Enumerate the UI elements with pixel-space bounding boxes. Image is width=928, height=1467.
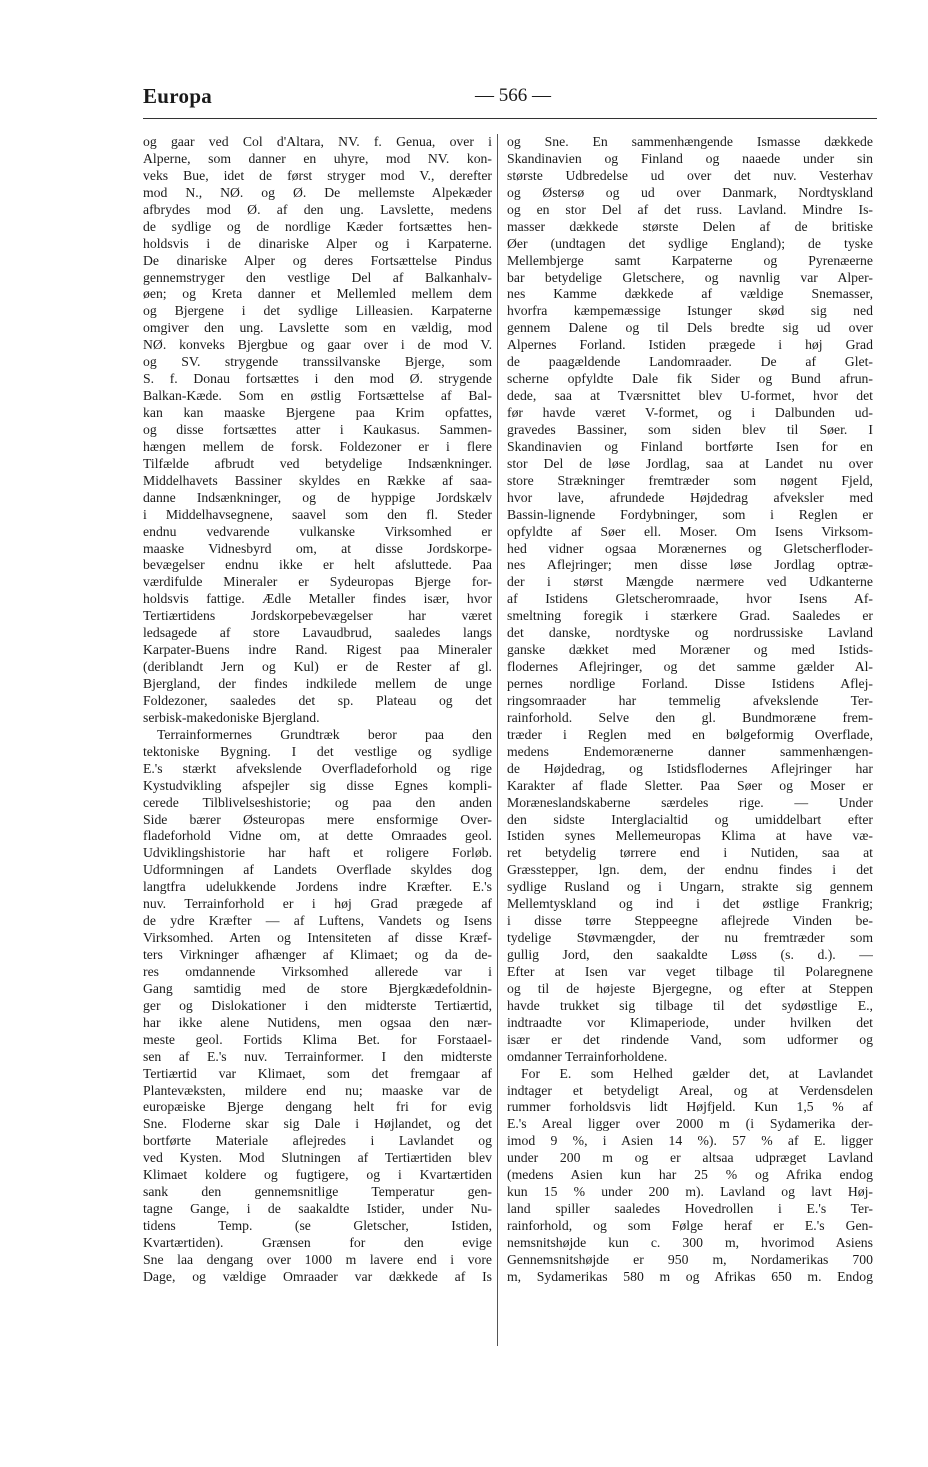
text-line: af Istidens Gletscheromraade, hvor Isens Af- xyxy=(507,591,873,607)
text-line: ledsagede af store Lavaudbrud, saaledes langs xyxy=(143,625,492,641)
text-line: Skandinavien og Finland og naaede under sin xyxy=(507,150,873,166)
text-line: Efter at Isen var veget tilbage til Polaregnene xyxy=(507,963,873,979)
text-line: største Udbredelse ud over det nuv. Vesterhav xyxy=(507,167,873,183)
text-line: de sydlige og de nordlige Kæder fortsættes hen- xyxy=(143,218,492,234)
text-line: Moræneslandskaberne særdeles rige. — Under xyxy=(507,794,873,810)
text-line: ganske dækket med Moræner og med Istids- xyxy=(507,642,873,658)
text-line: omgiver den ung. Lavslette som en vældig, mod xyxy=(143,320,492,336)
text-line: sank den gennemsnitlige Temperatur gen- xyxy=(143,1184,492,1200)
text-line: nuv. Terrainforhold er i høj Grad prægede af xyxy=(143,896,492,912)
text-line: gravedes Bassiner, som siden blev til Søer. I xyxy=(507,421,873,437)
text-line: hængen mellem de forsk. Foldezoner er i flere xyxy=(143,438,492,454)
text-line: under 200 m og er altsaa udpræget Lavland xyxy=(507,1150,873,1166)
text-line: m, Sydamerikas 580 m og Afrikas 650 m. Endog xyxy=(507,1268,873,1284)
text-line: Tertiærtidens Jordskorpebevægelser har været xyxy=(143,608,492,624)
text-line: og Bjergene i det sydlige Lilleasien. Karpaterne xyxy=(143,303,492,319)
text-line: stor Del de løse Jordlag, saa at Landet nu over xyxy=(507,455,873,471)
text-line: indtraadte vor Klimaperiode, under hvilken det xyxy=(507,1014,873,1030)
text-line: bar betydelige Gletschere, og navnlig var Alper- xyxy=(507,269,873,285)
text-line: afbrydes mod Ø. af den ung. Lavslette, medens xyxy=(143,201,492,217)
running-title: Europa xyxy=(143,84,213,108)
text-line: sydlige Rusland og i Ungarn, strakte sig gennem xyxy=(507,879,873,895)
text-line: veks Bue, idet de først stryger mod V., derefter xyxy=(143,167,492,183)
text-line: ringsomraader har temmelig afvekslende Ter- xyxy=(507,692,873,708)
text-line: øen; og Kreta danner et Mellemled mellem dem xyxy=(143,286,492,302)
text-line: Bassin-lignende Fordybninger, som i Reglen er xyxy=(507,506,873,522)
text-line: ters Virkninger afhænger af Klimaet; og da de- xyxy=(143,947,492,962)
text-line: Side bærer Østeuropas mere ensformige Over- xyxy=(143,811,492,827)
text-line: For E. som Helhed gælder det, at Lavlandet xyxy=(521,1065,873,1081)
text-line: medens Endemorænerne danner sammenhængen- xyxy=(507,743,873,759)
text-line: kan kan maaske Bjergene paa Krim opfattes, xyxy=(143,405,492,420)
text-line: rummer forholdsvis lidt Højfjeld. Kun 1,5 % af xyxy=(507,1099,873,1115)
text-line: Kystudvikling afspejler sig disse Egnes kompli- xyxy=(143,777,492,793)
text-line: i disse tørre Steppeegne aflejrede Vinden be- xyxy=(507,913,873,929)
text-line: bortførte Materiale aflejredes i Lavlandet og xyxy=(143,1133,492,1149)
text-line: værdifulde Mineraler er Sydeuropas Bjerge for- xyxy=(143,574,492,590)
right-column xyxy=(507,134,873,1286)
text-line: de paagældende Landomraader. De af Glet- xyxy=(507,354,873,370)
text-line: Alperne, som danner en uhyre, mod NV. kon- xyxy=(143,150,492,166)
text-line: de ydre Kræfter — af Luftens, Vandets og Isens xyxy=(143,913,492,929)
text-line: land spiller saaledes Hovedrollen i E.'s Ter- xyxy=(507,1201,873,1217)
text-line: kun 15 % under 200 m). Lavland og lavt Høj- xyxy=(507,1184,873,1200)
text-line: Middelhavets Bassiner skyldes en Række af saa- xyxy=(143,472,492,488)
text-line: Græsstepper, lgn. dem, der endnu findes i det xyxy=(507,862,873,878)
text-line: Klimaet koldere og fugtigere, og i Kvartærtiden xyxy=(143,1167,492,1183)
text-line: Udviklingshistorie har haft et roligere Forløb. xyxy=(143,845,492,861)
text-line: hed vidner ogsaa Morænernes og Gletscherfloder- xyxy=(507,540,873,556)
text-line: Mellembjerge samt Karpaterne og Pyrenæerne xyxy=(507,252,873,268)
text-line: maaske Vidnesbyrd om, at disse Jordskorpe- xyxy=(143,540,492,556)
text-line: danne Indsænkninger, og de hyppige Jordskælv xyxy=(143,489,492,505)
column-divider xyxy=(497,134,498,1346)
text-line: tagne Gange, i de saakaldte Istider, under Nu- xyxy=(143,1201,492,1217)
text-line: ger og Dislokationer i den midterste Tertiærtid, xyxy=(143,997,492,1013)
text-line: før havde været V-formet, og i Dalbunden ud- xyxy=(507,405,873,420)
text-line: Kvartærtiden). Grænsen for den evige xyxy=(143,1234,492,1250)
header-rule xyxy=(143,118,877,119)
text-line: serbisk-makedoniske Bjergland. xyxy=(143,709,320,725)
text-line: bevægelser endnu ikke er helt afsluttede. Paa xyxy=(143,557,492,573)
text-line: Foldezoner, saaledes det sp. Plateau og det xyxy=(143,692,492,708)
text-line: havde trukket sig tilbage til det sydøstlige E., xyxy=(507,997,873,1013)
text-line: Tertiærtid var Klimaet, som det fremgaar af xyxy=(143,1065,492,1081)
text-line: hvorfra kæmpemæssige Istunger skød sig ned xyxy=(507,303,873,319)
text-line: og disse fortsættes atter i Kaukasus. Sammen- xyxy=(143,421,492,437)
text-line: langtfra udelukkende Jordens indre Kræfter. E.'s xyxy=(143,879,492,895)
text-line: tidens Temp. (se Gletscher, Istiden, xyxy=(143,1218,492,1233)
text-line: gullig Jord, den saakaldte Løss (s. d.). — xyxy=(507,947,873,962)
text-line: (deriblandt Jern og Kul) er de Rester af gl. xyxy=(143,659,492,675)
text-line: imod 9 %, i Asien 14 %). 57 % af E. ligger xyxy=(507,1133,873,1149)
text-line: de Højdedrag, og Istidsflodernes Aflejringer har xyxy=(507,760,873,776)
text-line: Sne. Floderne skar sig Dale i Højlandet, og det xyxy=(143,1116,492,1132)
text-line: Øer (undtagen det sydlige England); de tyske xyxy=(507,235,873,251)
text-line: tektoniske Bygning. I det vestlige og sydlige xyxy=(143,743,492,759)
text-line: Balkan-Kæde. Som en østlig Fortsættelse af Bal- xyxy=(143,388,492,404)
text-line: Skandinavien og Finland bortførte Isen for en xyxy=(507,438,873,454)
text-line: Udformningen af Landets Overflade skyldes dog xyxy=(143,862,492,878)
text-line: nes Aflejringer; men disse løse Jordlag optræ- xyxy=(507,557,873,573)
text-line: Virksomhed. Arten og Intensiteten af disse Kræf- xyxy=(143,930,492,946)
text-line: Gang samtidig med de store Bjergkædefoldnin- xyxy=(143,980,492,996)
text-line: De dinariske Alper og deres Fortsættelse Pindus xyxy=(143,252,492,268)
text-line: europæiske Bjerge dengang helt fri for evig xyxy=(143,1099,492,1115)
text-line: Terrainformernes Grundtræk beror paa den xyxy=(157,726,492,742)
text-line: rainforhold. Selve den gl. Bundmoræne frem- xyxy=(507,709,873,725)
text-line: Alpernes Forland. Istiden prægede i høj Grad xyxy=(507,337,873,353)
text-line: rainforhold, og som Følge heraf er E.'s Gen- xyxy=(507,1218,873,1233)
text-line: holdsvis fattige. Ædle Metaller findes især, hvor xyxy=(143,591,492,607)
page-header xyxy=(143,84,877,120)
text-line: NØ. konveks Bjergbue og gaar over i de mod V. xyxy=(143,337,492,353)
text-line: store Strækninger fremtræder som nøgent Fjeld, xyxy=(507,472,873,488)
text-line: Plantevæksten, mildere end nu; maaske var de xyxy=(143,1082,492,1098)
left-column xyxy=(143,134,492,1286)
text-line: gennem Dalene og til Dels bredte sig ud over xyxy=(507,320,873,336)
text-line: fladeforhold Vidne om, at dette Omraades geol. xyxy=(143,828,492,844)
text-line: Sne laa dengang over 1000 m lavere end i vore xyxy=(143,1251,492,1267)
text-line: dede, saa at Tværsnittet blev U-formet, hvor det xyxy=(507,388,873,404)
text-line: opfyldte af Søer ell. Moser. Om Isens Virksom- xyxy=(507,523,873,539)
text-line: holdsvis i de dinariske Alper og i Karpaterne. xyxy=(143,235,492,251)
text-line: scherne opfyldte Dale fik Sider og Bund afrun- xyxy=(507,371,873,387)
text-line: ved Kysten. Mod Slutningen af Tertiærtiden blev xyxy=(143,1150,492,1166)
text-line: endnu vedvarende vulkanske Virksomhed er xyxy=(143,523,492,539)
text-line: ret betydelig tørrere end i Nutiden, saa at xyxy=(507,845,873,861)
text-line: Karakter af flade Sletter. Paa Søer og Moser er xyxy=(507,777,873,793)
text-line: nemsnitshøjde kun c. 300 m, hvorimod Asiens xyxy=(507,1234,873,1250)
text-line: Bjergland, der findes indkilede mellem de unge xyxy=(143,676,492,691)
text-line: der i størst Mængde nærmere ved Udkanterne xyxy=(507,574,873,590)
text-line: masser dækkede største Delen af de britiske xyxy=(507,218,873,234)
text-line: og til de højeste Bjergegne, og efter at Steppen xyxy=(507,980,873,996)
text-line: indtager et betydeligt Areal, og at Verdensdelen xyxy=(507,1082,873,1098)
text-line: res omdannende Virksomhed allerede var i xyxy=(143,963,492,979)
text-line: træder i Reglen med en bølgeformig Overflade, xyxy=(507,726,873,742)
text-line: E.'s stærkt afvekslende Overfladeforhold og rige xyxy=(143,760,492,776)
text-line: og Østersø og ud over Danmark, Nordtyskland xyxy=(507,184,873,200)
text-line: Karpater-Buens indre Rand. Rigest paa Mineraler xyxy=(143,642,492,658)
text-line: E.'s Areal ligger over 2000 m (i Sydamerika der- xyxy=(507,1116,873,1132)
text-line: har ikke alene Nutidens, men ogsaa den nær- xyxy=(143,1014,492,1030)
text-line: (medens Asien kun har 25 % og Afrika endog xyxy=(507,1167,873,1183)
text-line: Tilfælde afbrudt ved betydelige Indsænkninger. xyxy=(143,455,492,471)
text-line: og SV. strygende transsilvanske Bjerge, som xyxy=(143,354,492,370)
text-line: i Middelhavsegnene, saavel som den fl. Steder xyxy=(143,506,492,522)
text-line: den sidste Interglacialtid og umiddelbart efter xyxy=(507,811,873,827)
text-line: Mellemtyskland og ind i det østlige Frankrig; xyxy=(507,896,873,912)
text-line: det danske, nordtyske og nordrussiske Lavland xyxy=(507,625,873,641)
text-line: pernes nordlige Forland. Disse Istidens Aflej- xyxy=(507,676,873,691)
text-line: meste geol. Fortids Klima Bet. for Forstaael- xyxy=(143,1031,492,1047)
text-line: og gaar ved Col d'Altara, NV. f. Genua, over i xyxy=(143,134,492,149)
text-line: gennemstryger den vestlige Del af Balkanhalv- xyxy=(143,269,492,285)
text-line: omdanner Terrainforholdene. xyxy=(507,1048,668,1064)
text-line: og Sne. En sammenhængende Ismasse dækkede xyxy=(507,134,873,149)
text-line: cerede Tilblivelseshistorie; og paa den anden xyxy=(143,794,492,810)
text-line: Dage, og vældige Omraader var dækkede af Is xyxy=(143,1268,492,1284)
text-line: hvor lave, afrundede Højdedrag afveksler med xyxy=(507,489,873,505)
page-number: — 566 — xyxy=(475,85,551,106)
text-line: Gennemsnitshøjde er 950 m, Nordamerikas 700 xyxy=(507,1251,873,1267)
text-line: især er det rindende Vand, som udformer og xyxy=(507,1031,873,1047)
text-line: tydelige Støvmængder, der nu fremtræder som xyxy=(507,930,873,946)
text-line: flodernes Aflejringer, og det samme gælder Al- xyxy=(507,659,873,675)
text-line: nes Kamme dækkede af vældige Snemasser, xyxy=(507,286,873,302)
text-line: mod N., NØ. og Ø. De mellemste Alpekæder xyxy=(143,184,492,200)
text-line: Istiden synes Mellemeuropas Klima at have væ- xyxy=(507,828,873,844)
text-line: og en stor Del af det russ. Lavland. Mindre Is- xyxy=(507,201,873,217)
text-line: smeltning foregik i stærkere Grad. Saaledes er xyxy=(507,608,873,624)
text-line: sen af E.'s nuv. Terrainformer. I den midterste xyxy=(143,1048,492,1064)
text-line: S. f. Donau fortsættes i den mod Ø. strygende xyxy=(143,371,492,387)
